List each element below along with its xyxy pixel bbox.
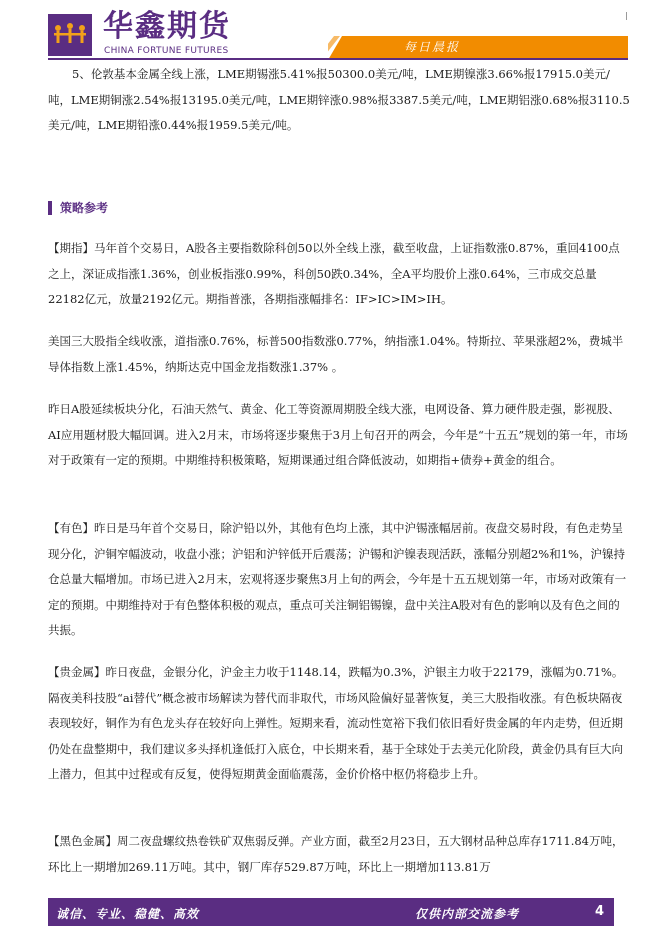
paragraph-a-share-outlook: 昨日A股延续板块分化，石油天然气、黄金、化工等资源周期股全线大涨，电网设备、算力硬件股走强，影视股、AI应用题材股大幅回调。进入2月末，市场将逐步聚焦于3月上旬召开的两会，今年是“十五五”规划的第一年，市场对于政策有一定的预期。中期维持积极策略，短期课通过组合降低波动，如期指+债券+黄金的组合。	[48, 402, 628, 468]
footer-bar	[48, 898, 614, 926]
section-marker	[48, 201, 52, 215]
footer-motto: 诚信、专业、稳健、高效	[56, 907, 200, 921]
paragraph-ferrous-metals: 【黑色金属】周二夜盘螺纹热卷铁矿双焦弱反弹。产业方面，截至2月23日，五大钢材品种总库存1711.84万吨，环比上一期增加269.11万吨。其中，钢厂库存529.87万吨，环比上一期增加113.81万	[48, 834, 624, 874]
paragraph-lme-metals: 5、伦敦基本金属全线上涨，LME期锡涨5.41%报50300.0美元/吨，LME期镍涨3.66%报17915.0美元/吨，LME期铜涨2.54%报13195.0美元/吨，LME期锌涨0.98%报3387.5美元/吨，LME期铝涨0.68%报3110.5美元/吨，LME期铅涨0.44%报1959.5美元/吨。	[48, 67, 630, 133]
brand-name-en: CHINA FORTUNE FUTURES	[104, 46, 229, 56]
company-logo	[48, 14, 92, 56]
paragraph-index-futures: 【期指】马年首个交易日，A股各主要指数除科创50以外全线上涨，截至收盘，上证指数涨0.87%，重回4100点之上，深证成指涨1.36%，创业板指涨0.99%，科创50跌0.34%，全A平均股价上涨0.64%，三市成交总量22182亿元，放量2192亿元。期指普涨，各期指涨幅排名：IF>IC>IM>IH。	[48, 241, 620, 307]
header-rule	[48, 58, 628, 60]
page-number: 4	[594, 904, 604, 919]
paragraph-nonferrous: 【有色】昨日是马年首个交易日，除沪铅以外，其他有色均上涨，其中沪锡涨幅居前。夜盘交易时段，有色走势呈现分化，沪铜窄幅波动，收盘小涨；沪铝和沪锌低开后震荡；沪锡和沪镍表现活跃，涨幅分别超2%和1%，沪镍持仓总量大幅增加。市场已进入2月末，宏观将逐步聚焦3月上旬的两会，今年是十五五规划第一年，市场对政策有一定的预期。中期维持对于有色整体积极的观点，重点可关注铜铝锡镍，盘中关注A股对有色的影响以及有色之间的共振。	[48, 521, 627, 638]
brand-name-cn: 华鑫期货	[103, 9, 231, 44]
paragraph-us-indexes: 美国三大股指全线收涨，道指涨0.76%，标普500指数涨0.77%，纳指涨1.04%。特斯拉、苹果涨超2%，费城半导体指数上涨1.45%，纳斯达克中国金龙指数涨1.37% 。	[48, 334, 624, 374]
section-heading	[48, 199, 108, 216]
corner-mark	[626, 12, 627, 20]
section-heading-label: 策略参考	[60, 201, 109, 215]
header-banner	[328, 36, 628, 60]
paragraph-precious-metals: 【贵金属】昨日夜盘，金银分化，沪金主力收于1148.14，跌幅为0.3%，沪银主力收于22179，涨幅为0.71%。隔夜美科技股“ai替代”概念被市场解读为替代而非取代，市场风险偏好显著恢复，美三大股指收涨。有色板块隔夜表现较好，铜作为有色龙头存在较好向上弹性。短期来看，流动性宽裕下我们依旧看好贵金属的年内走势，但近期仍处在盘整期中，我们建议多头择机逢低打入底仓，中长期来看，基于全球处于去美元化阶段，黄金仍具有巨大向上潜力，但其中过程或有反复，使得短期黄金面临震荡，金价价格中枢仍将稳步上升。	[48, 665, 624, 782]
report-tag: 每日晨报	[404, 40, 461, 54]
footer-disclaimer: 仅供内部交流参考	[415, 907, 520, 921]
logo-figures-icon	[48, 14, 92, 56]
